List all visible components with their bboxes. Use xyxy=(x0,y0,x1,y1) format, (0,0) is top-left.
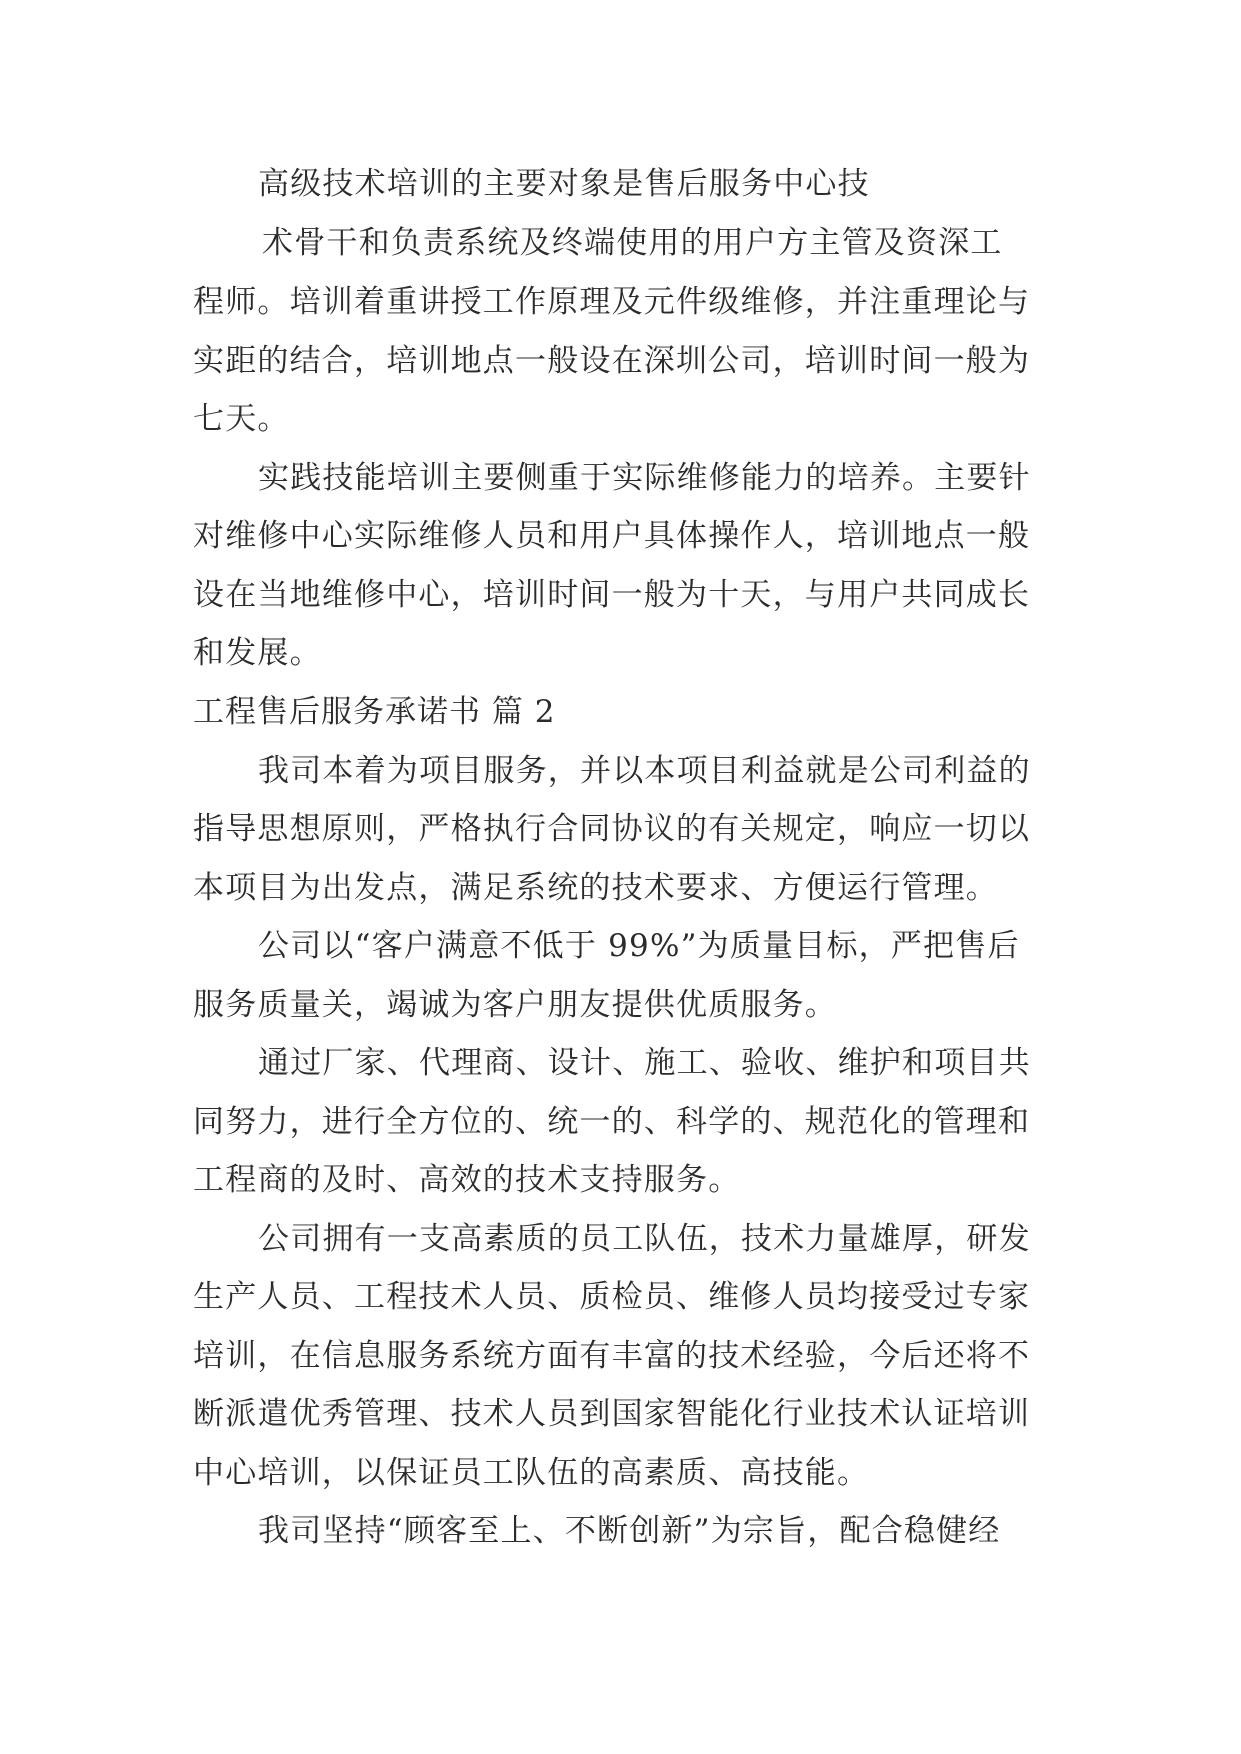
text-line: 设在当地维修中心，培训时间一般为十天，与用户共同成长 xyxy=(193,577,1031,613)
text-line: 培训，在信息服务系统方面有丰富的技术经验，今后还将不 xyxy=(193,1338,1031,1374)
text-line: 断派遣优秀管理、技术人员到国家智能化行业技术认证培训 xyxy=(193,1396,1031,1432)
text-line: 公司拥有一支高素质的员工队伍，技术力量雄厚，研发 xyxy=(258,1221,1031,1257)
section-heading: 工程售后服务承诺书 篇 2 xyxy=(193,694,556,730)
text-line: 通过厂家、代理商、设计、施工、验收、维护和项目共 xyxy=(258,1045,1031,1081)
text-line: 和发展。 xyxy=(193,635,322,671)
text-line: 服务质量关，竭诚为客户朋友提供优质服务。 xyxy=(193,987,837,1023)
text-line: 术骨干和负责系统及终端使用的用户方主管及资深工 xyxy=(262,225,1003,261)
text-line: 实践技能培训主要侧重于实际维修能力的培养。主要针 xyxy=(258,460,1031,496)
text-line: 本项目为出发点，满足系统的技术要求、方便运行管理。 xyxy=(193,870,998,906)
text-line: 我司本着为项目服务，并以本项目利益就是公司利益的 xyxy=(258,753,1031,789)
text-line: 同努力，进行全方位的、统一的、科学的、规范化的管理和 xyxy=(193,1104,1031,1140)
text-line: 中心培训，以保证员工队伍的高素质、高技能。 xyxy=(193,1455,870,1491)
text-line: 高级技术培训的主要对象是售后服务中心技 xyxy=(258,166,870,202)
text-line: 实距的结合，培训地点一般设在深圳公司，培训时间一般为 xyxy=(193,343,1031,379)
text-line: 公司以“客户满意不低于 99%”为质量目标，严把售后 xyxy=(258,928,1020,964)
text-line: 指导思想原则，严格执行合同协议的有关规定，响应一切以 xyxy=(193,811,1031,847)
text-line: 生产人员、工程技术人员、质检员、维修人员均接受过专家 xyxy=(193,1279,1031,1315)
text-line: 对维修中心实际维修人员和用户具体操作人，培训地点一般 xyxy=(193,518,1031,554)
text-line: 工程商的及时、高效的技术支持服务。 xyxy=(193,1162,741,1198)
text-line: 七天。 xyxy=(193,401,290,437)
text-line: 程师。培训着重讲授工作原理及元件级维修，并注重理论与 xyxy=(193,284,1031,320)
text-line: 我司坚持“顾客至上、不断创新”为宗旨，配合稳健经 xyxy=(258,1513,1001,1549)
